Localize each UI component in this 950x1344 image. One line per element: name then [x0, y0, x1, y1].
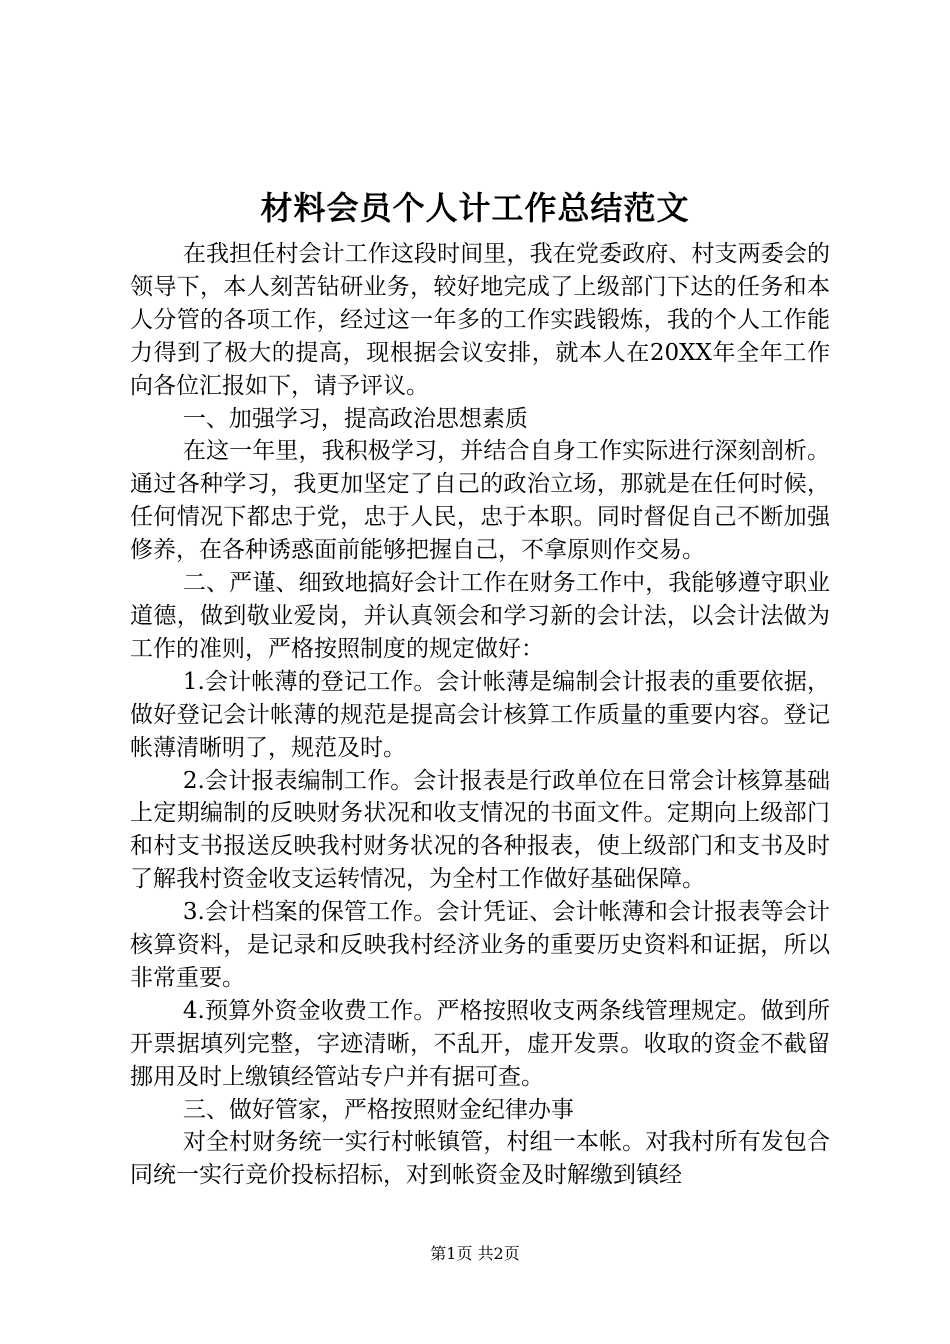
- document-title: 材料会员个人计工作总结范文: [260, 189, 690, 227]
- list-item-2: 2.会计报表编制工作。会计报表是行政单位在日常会计核算基础上定期编制的反映财务状况和收支情况的书面文件。定期向上级部门和村支书报送反映我村财务状况的各种报表，使上级部门和支书及时了解我村资金收支运转情况，为全村工作做好基础保障。: [130, 767, 830, 893]
- list-item-4: 4.预算外资金收费工作。严格按照收支两条线管理规定。做到所开票据填列完整，字迹清晰，不乱开，虚开发票。收取的资金不截留挪用及时上缴镇经管站专户并有据可查。: [130, 997, 830, 1090]
- paragraph-finance: 对全村财务统一实行村帐镇管，村组一本帐。对我村所有发包合同统一实行竞价投标招标，对到帐资金及时解缴到镇经: [130, 1129, 830, 1189]
- section-heading-1: 一、加强学习，提高政治思想素质: [182, 405, 528, 432]
- list-item-3: 3.会计档案的保管工作。会计凭证、会计帐薄和会计报表等会计核算资料，是记录和反映我村经济业务的重要历史资料和证据，所以非常重要。: [130, 899, 830, 991]
- list-item-1: 1.会计帐薄的登记工作。会计帐薄是编制会计报表的重要依据，做好登记会计帐薄的规范是提高会计核算工作质量的重要内容。登记帐薄清晰明了，规范及时。: [130, 668, 830, 761]
- section-heading-3: 三、做好管家，严格按照财金纪律办事: [182, 1096, 574, 1123]
- document-body: [130, 238, 830, 1192]
- paragraph-intro: 在我担任村会计工作这段时间里，我在党委政府、村支两委会的领导下，本人刻苦钻研业务，较好地完成了上级部门下达的任务和本人分管的各项工作，经过这一年多的工作实践锻炼，我的个人工作能力得到了极大的提高，现根据会议安排，就本人在20XX年全年工作向各位汇报如下，请予评议。: [130, 241, 830, 399]
- paragraph-study: 在这一年里，我积极学习，并结合自身工作实际进行深刻剖析。通过各种学习，我更加坚定了自己的政治立场，那就是在任何时候，任何情况下都忠于党，忠于人民，忠于本职。同时督促自己不断加强修养，在各种诱惑面前能够把握自己，不拿原则作交易。: [130, 438, 830, 564]
- page-number-footer: 第1页 共2页: [430, 1244, 520, 1263]
- section-heading-2: 二、严谨、细致地搞好会计工作在财务工作中，我能够遵守职业道德，做到敬业爱岗，并认真领会和学习新的会计法，以会计法做为工作的准则，严格按照制度的规定做好：: [130, 570, 830, 662]
